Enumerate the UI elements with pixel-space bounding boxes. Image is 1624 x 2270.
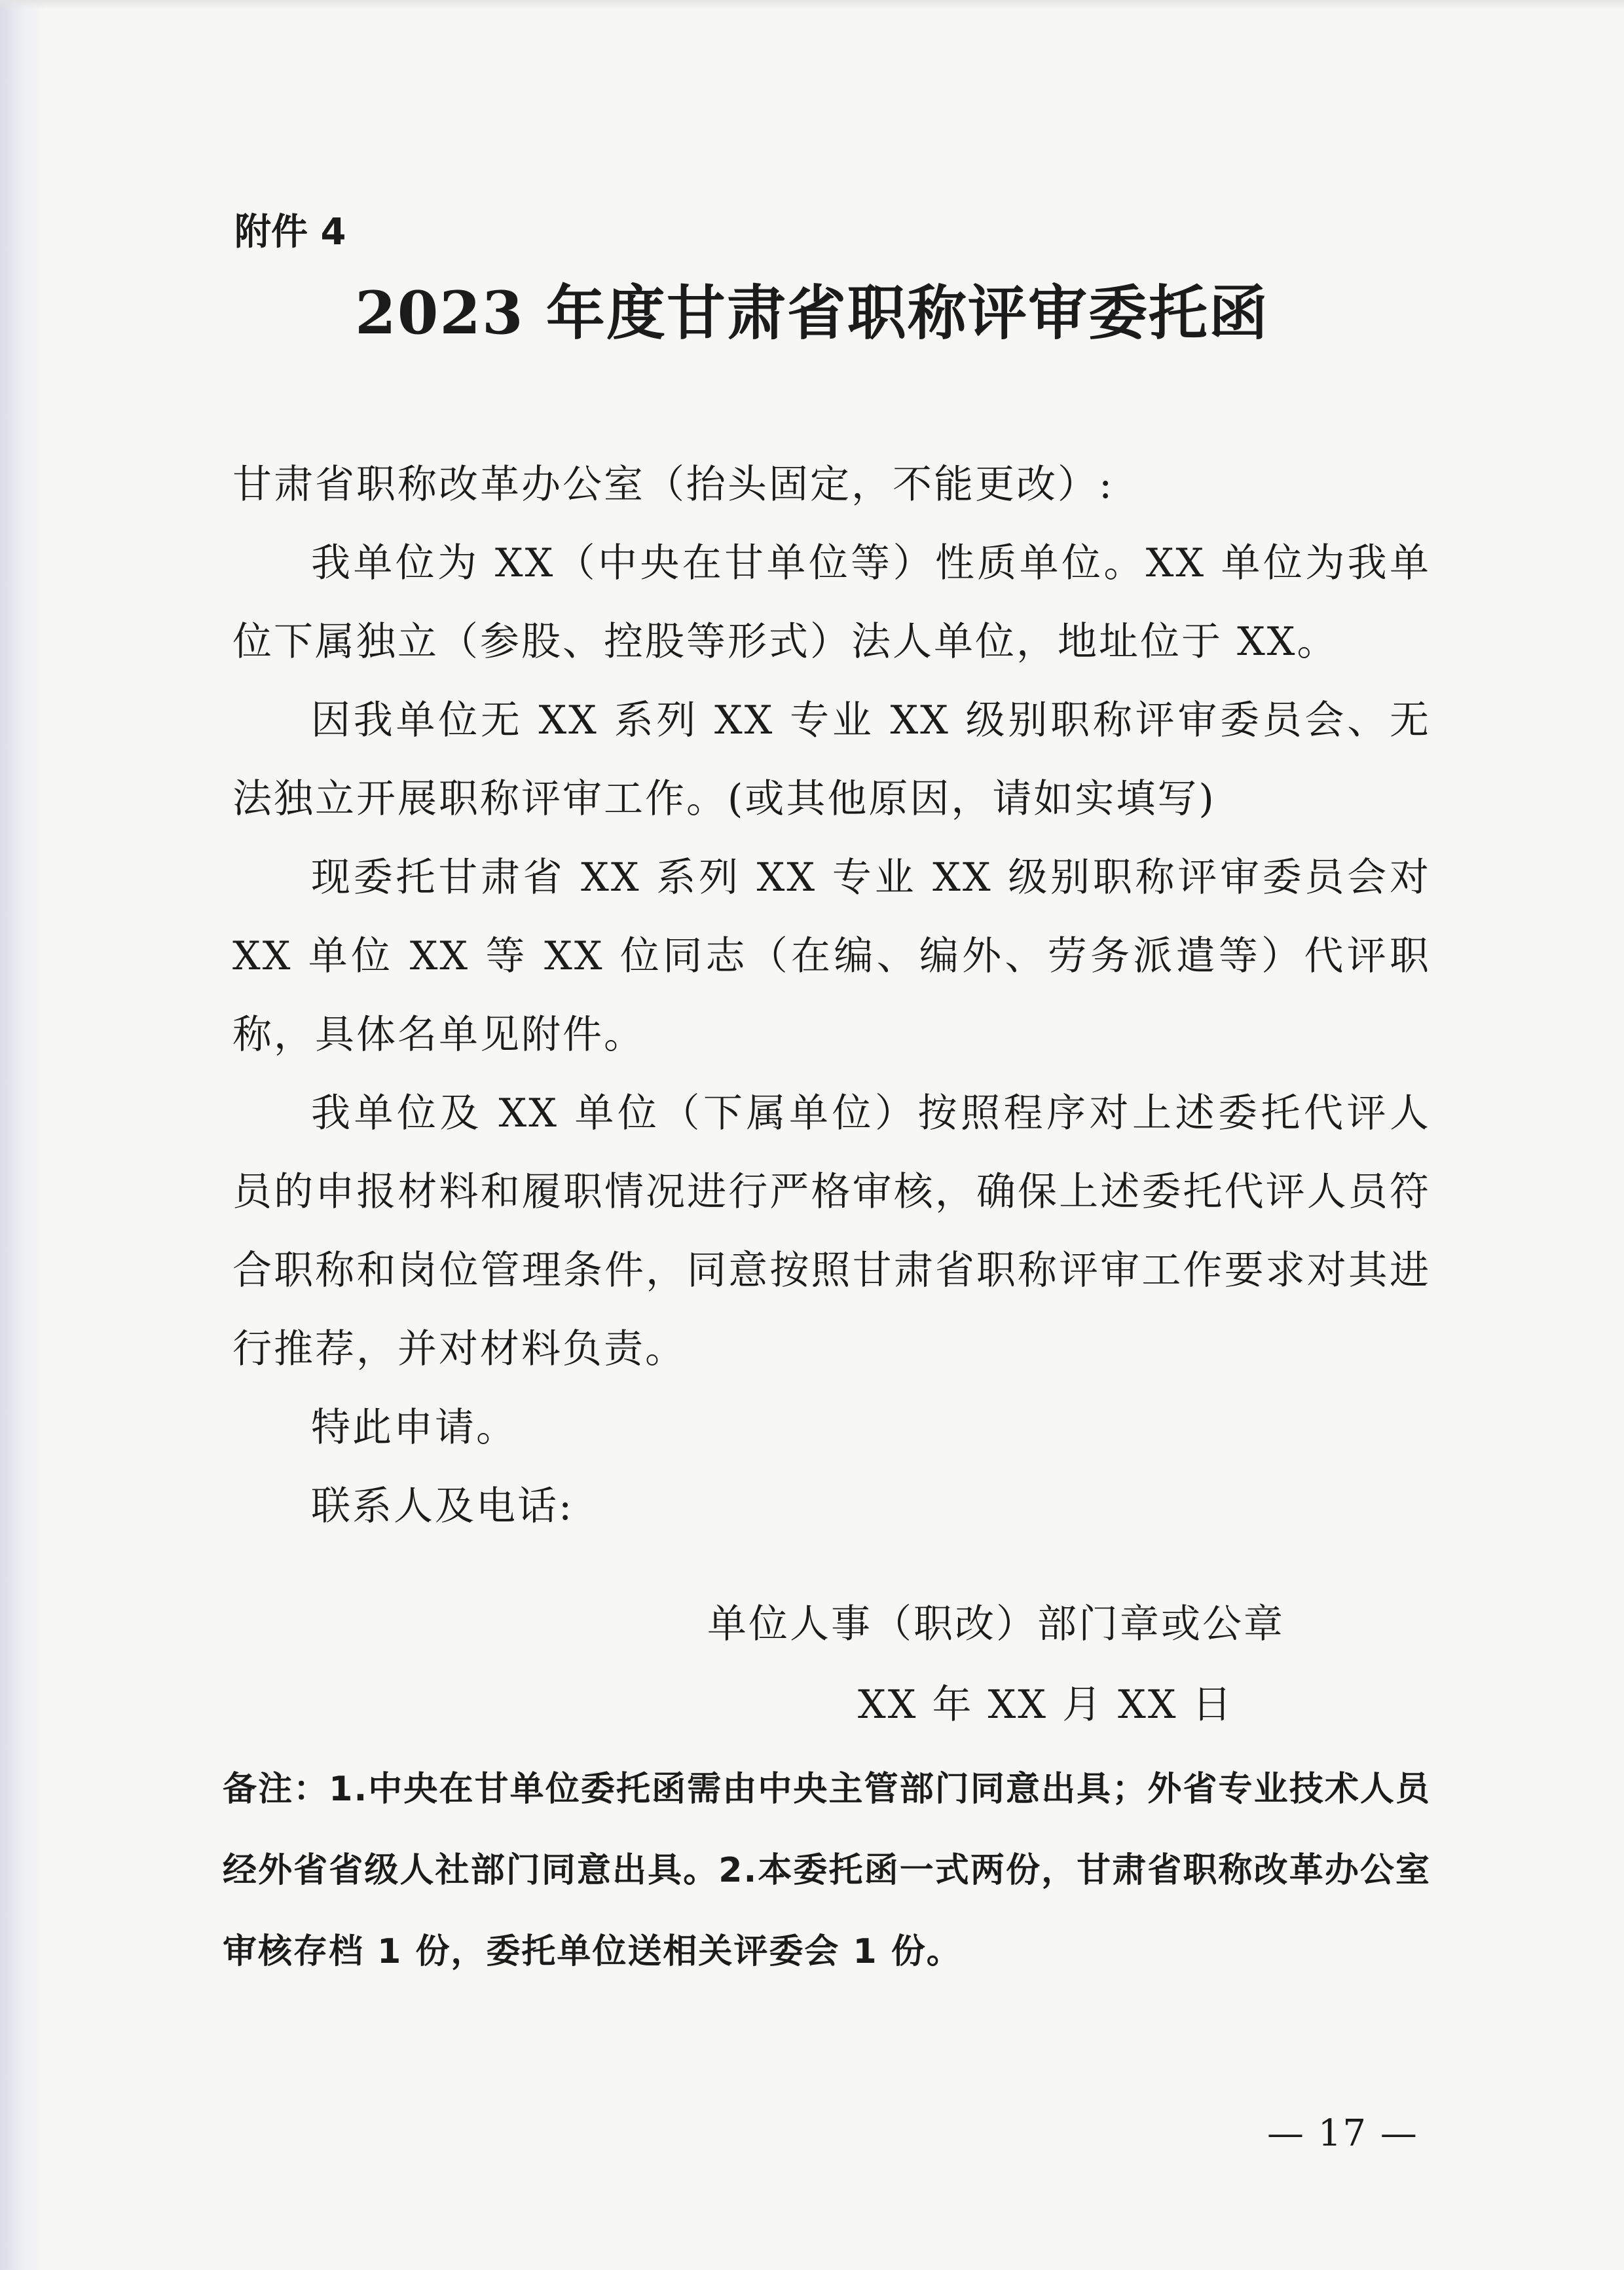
document-title: 2023 年度甘肃省职称评审委托函 (355, 278, 1269, 348)
salutation: 甘肃省职称改革办公室（抬头固定，不能更改）: (232, 462, 1115, 508)
remarks-note: 备注：1.中央在甘单位委托函需由中央主管部门同意出具；外省专业技术人员经外省省级人社部门同意出具。2.本委托函一式两份，甘肃省职称改革办公室审核存档 1 份，委托单位送相关评委会 1 份。 (223, 1770, 1431, 1971)
paragraph-request: 特此申请。 (311, 1405, 517, 1451)
scan-shadow-top (0, 0, 1624, 9)
signature-department: 单位人事（职改）部门章或公章 (707, 1601, 1285, 1647)
page-number: — 17 — (1267, 2112, 1418, 2155)
paragraph-unit-nature: 我单位为 XX（中央在甘单位等）性质单位。XX 单位为我单位下属独立（参股、控股等形式）法人单位，地址位于 XX。 (232, 540, 1431, 665)
paragraph-review-commitment: 我单位及 XX 单位（下属单位）按照程序对上述委托代评人员的申报材料和履职情况进行严格审核，确保上述委托代评人员符合职称和岗位管理条件，同意按照甘肃省职称评审工作要求对其进行推荐，并对材料负责。 (232, 1090, 1431, 1372)
letter-body (232, 445, 1431, 1546)
paragraph-contact: 联系人及电话: (311, 1483, 574, 1529)
paragraph-entrustment: 现委托甘肃省 XX 系列 XX 专业 XX 级别职称评审委员会对 XX 单位 XX 等 XX 位同志（在编、编外、劳务派遣等）代评职称，具体名单见附件。 (232, 855, 1431, 1058)
paragraph-reason: 因我单位无 XX 系列 XX 专业 XX 级别职称评审委员会、无法独立开展职称评审工作。(或其他原因，请如实填写) (232, 698, 1431, 822)
attachment-label: 附件 4 (234, 211, 346, 253)
signature-date: XX 年 XX 月 XX 日 (858, 1682, 1234, 1728)
